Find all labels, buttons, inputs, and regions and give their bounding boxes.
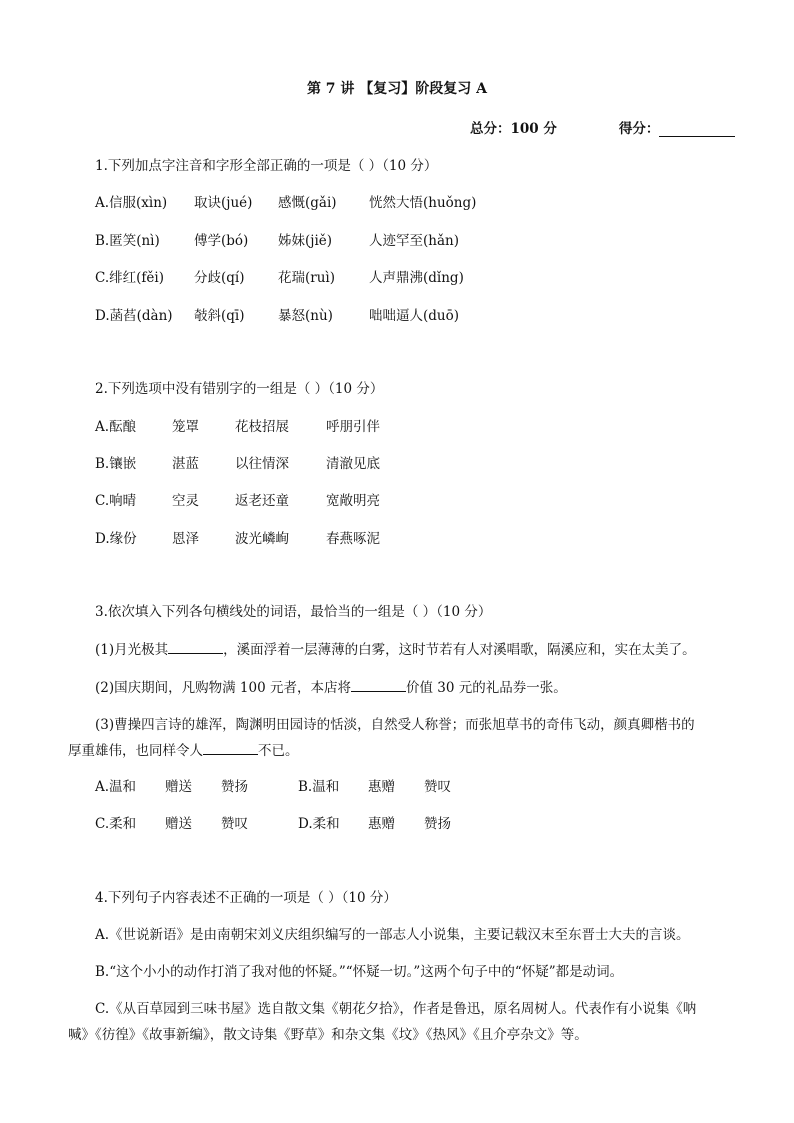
question-4-option-a[interactable]: A.《世说新语》是由南朝宋刘义庆组织编写的一部志人小说集，主要记载汉末至东晋士大夫的言谈。 — [95, 927, 690, 943]
score-line — [470, 117, 735, 137]
blank-2[interactable] — [351, 679, 406, 692]
question-3-stem: 3.依次填入下列各句横线处的词语，最恰当的一组是（ ）（10 分） — [95, 604, 492, 620]
question-3-sentence-3-cont: 厚重雄伟，也同样令人 不已。 — [68, 743, 299, 759]
question-3-sentence-3: (3)曹操四言诗的雄浑，陶渊明田园诗的恬淡，自然受人称誉；而张旭草书的奇伟飞动，颜真卿楷书的 — [95, 717, 695, 733]
question-2-option-d[interactable]: D.缘份 恩泽 波光嶙峋 春燕啄泥 — [95, 531, 380, 547]
question-2-stem: 2.下列选项中没有错别字的一组是（ ）（10 分） — [95, 381, 384, 397]
question-3-sentence-2: (2)国庆期间，凡购物满 100 元者，本店将 价值 30 元的礼品券一张。 — [95, 680, 567, 696]
question-1-option-c[interactable]: C.绯红(fěi) 分歧(qí) 花瑞(ruì) 人声鼎沸(dǐng) — [95, 270, 464, 286]
blank-3[interactable] — [203, 742, 258, 755]
score-got-label: 得分： — [618, 121, 660, 137]
question-3-options-row-1[interactable]: A.温和 赠送 赞扬 B.温和 惠赠 赞叹 — [95, 779, 451, 795]
page-title: 第 7 讲 【复习】阶段复习 A — [306, 81, 488, 97]
question-1-option-a[interactable]: A.信服(xìn) 取诀(jué) 感慨(gǎi) 恍然大悟(huǒng) — [95, 195, 477, 211]
question-4-option-b[interactable]: B.“这个小小的动作打消了我对他的怀疑。”“怀疑一切。”这两个句子中的“怀疑”都是动词。 — [95, 964, 624, 980]
question-3-sentence-1: (1)月光极其 ，溪面浮着一层薄薄的白雾，这时节若有人对溪唱歌，隔溪应和，实在太美了。 — [95, 642, 696, 658]
blank-1[interactable] — [168, 641, 223, 654]
question-4-stem: 4.下列句子内容表述不正确的一项是（ ）（10 分） — [95, 890, 397, 906]
question-2-option-c[interactable]: C.响晴 空灵 返老还童 宽敞明亮 — [95, 493, 380, 509]
score-blank[interactable] — [659, 123, 735, 137]
question-3-options-row-2[interactable]: C.柔和 赠送 赞叹 D.柔和 惠赠 赞扬 — [95, 816, 451, 832]
question-4-option-c[interactable]: C.《从百草园到三味书屋》选自散文集《朝花夕拾》，作者是鲁迅，原名周树人。代表作有小说集《呐 — [95, 1001, 697, 1017]
question-2-option-a[interactable]: A.酝酿 笼罩 花枝招展 呼朋引伴 — [95, 419, 380, 435]
question-1-option-b[interactable]: B.匿笑(nì) 傅学(bó) 姊妹(jiě) 人迹罕至(hǎn) — [95, 233, 459, 249]
question-1-option-d[interactable]: D.菡萏(dàn) 攲斜(qī) 暴怒(nù) 咄咄逼人(duō) — [95, 308, 459, 324]
question-4-option-c-cont: 喊》《彷徨》《故事新编》，散文诗集《野草》和杂文集《坟》《热风》《且介亭杂文》等。 — [68, 1027, 588, 1043]
question-2-option-b[interactable]: B.镶嵌 湛蓝 以往情深 清澈见底 — [95, 456, 380, 472]
question-1-stem: 1.下列加点字注音和字形全部正确的一项是（ ）（10 分） — [95, 158, 438, 174]
total-score: 总分：100 分 — [470, 121, 557, 137]
